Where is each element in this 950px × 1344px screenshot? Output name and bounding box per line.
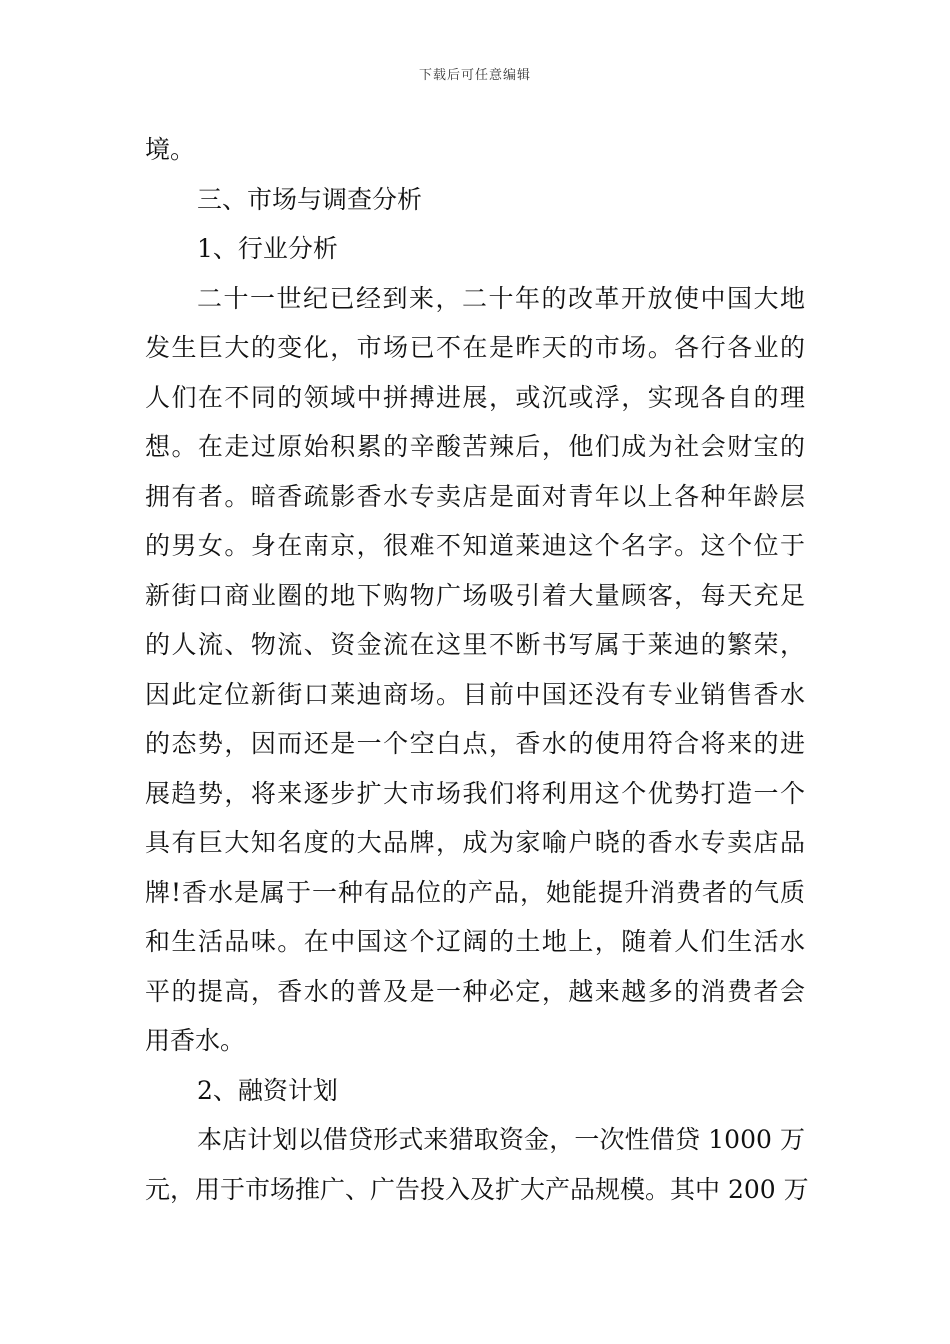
- subsection-heading: 2、融资计划: [197, 1075, 338, 1105]
- document-body: [145, 125, 809, 1214]
- text-line: 二十一世纪已经到来，二十年的改革开放使中国大地: [197, 283, 805, 313]
- text-line: 平的提高，香水的普及是一种必定，越来越多的消费者会: [145, 976, 805, 1006]
- text-line: 展趋势，将来逐步扩大市场我们将利用这个优势打造一个: [145, 778, 805, 808]
- text-line: 人们在不同的领域中拼搏进展，或沉或浮，实现各自的理: [145, 382, 805, 412]
- page-header-note: 下载后可任意编辑: [418, 68, 531, 83]
- text-line: 因此定位新街口莱迪商场。目前中国还没有专业销售香水: [145, 679, 805, 709]
- text-line: 的态势，因而还是一个空白点，香水的使用符合将来的进: [145, 729, 805, 758]
- text-line: 新街口商业圈的地下购物广场吸引着大量顾客，每天充足: [145, 580, 805, 610]
- text-line: 境。: [145, 135, 196, 164]
- text-line: 牌!香水是属于一种有品位的产品，她能提升消费者的气质: [145, 877, 805, 907]
- text-line: 想。在走过原始积累的辛酸苦辣后，他们成为社会财宝的: [145, 432, 805, 461]
- text-line: 用香水。: [145, 1026, 246, 1055]
- subsection-heading: 1、行业分析: [197, 234, 338, 263]
- text-line: 的人流、物流、资金流在这里不断书写属于莱迪的繁荣，: [145, 630, 805, 659]
- section-heading: 三、市场与调查分析: [197, 184, 423, 214]
- text-line: 的男女。身在南京，很难不知道莱迪这个名字。这个位于: [145, 531, 805, 560]
- text-line: 和生活品味。在中国这个辽阔的土地上，随着人们生活水: [145, 927, 805, 956]
- text-line: 拥有者。暗香疏影香水专卖店是面对青年以上各种年龄层: [145, 481, 805, 511]
- text-line: 发生巨大的变化，市场已不在是昨天的市场。各行各业的: [145, 333, 805, 362]
- text-line: 具有巨大知名度的大品牌，成为家喻户晓的香水专卖店品: [145, 828, 805, 857]
- text-line: 本店计划以借贷形式来猎取资金，一次性借贷 1000 万: [197, 1125, 805, 1154]
- text-line: 元，用于市场推广、广告投入及扩大产品规模。其中 200 万: [145, 1174, 809, 1204]
